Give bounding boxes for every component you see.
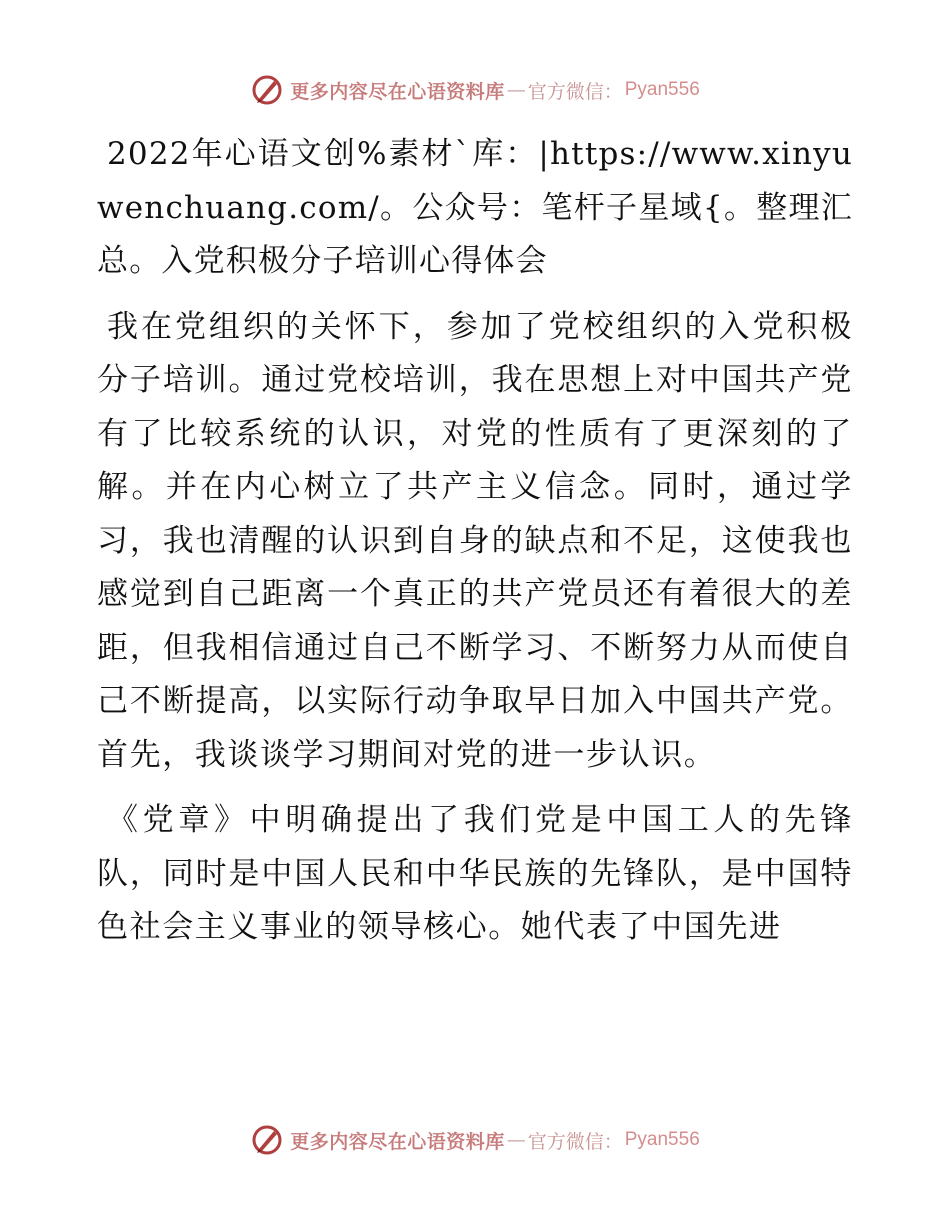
- watermark-wechat-label: 官方微信：: [527, 1130, 623, 1153]
- watermark-site-text: 更多内容尽在心语资料库: [290, 1130, 505, 1153]
- quill-pen-logo-icon: [250, 73, 284, 107]
- document-body: [97, 128, 853, 967]
- watermark-wechat-id: Pyan556: [624, 79, 700, 100]
- watermark-dash: —: [506, 1129, 526, 1151]
- watermark-banner-top: [0, 68, 950, 112]
- watermark-site-text: 更多内容尽在心语资料库: [290, 80, 505, 103]
- document-heading-paragraph: 2022年心语文创%素材`库：|https://www.xinyuwenchuang.com/。公众号：笔杆子星域{。整理汇总。入党积极分子培训心得体会: [97, 136, 853, 279]
- watermark-text: [290, 77, 700, 104]
- watermark-banner-bottom: [0, 1118, 950, 1162]
- document-paragraph: 《党章》中明确提出了我们党是中国工人的先锋队，同时是中国人民和中华民族的先锋队，是中国特色社会主义事业的领导核心。她代表了中国先进: [97, 802, 853, 945]
- watermark-text: [290, 1127, 700, 1154]
- watermark-wechat-label: 官方微信：: [527, 80, 623, 103]
- quill-pen-logo-icon: [250, 1123, 284, 1157]
- document-paragraph: 我在党组织的关怀下，参加了党校组织的入党积极分子培训。通过党校培训，我在思想上对中国共产党有了比较系统的认识，对党的性质有了更深刻的了解。并在内心树立了共产主义信念。同时，通过学习，我也清醒的认识到自身的缺点和不足，这使我也感觉到自己距离一个真正的共产党员还有着很大的差距，但我相信通过自己不断学习、不断努力从而使自己不断提高，以实际行动争取早日加入中国共产党。首先，我谈谈学习期间对党的进一步认识。: [97, 308, 853, 773]
- watermark-wechat-id: Pyan556: [624, 1129, 700, 1150]
- watermark-dash: —: [506, 79, 526, 101]
